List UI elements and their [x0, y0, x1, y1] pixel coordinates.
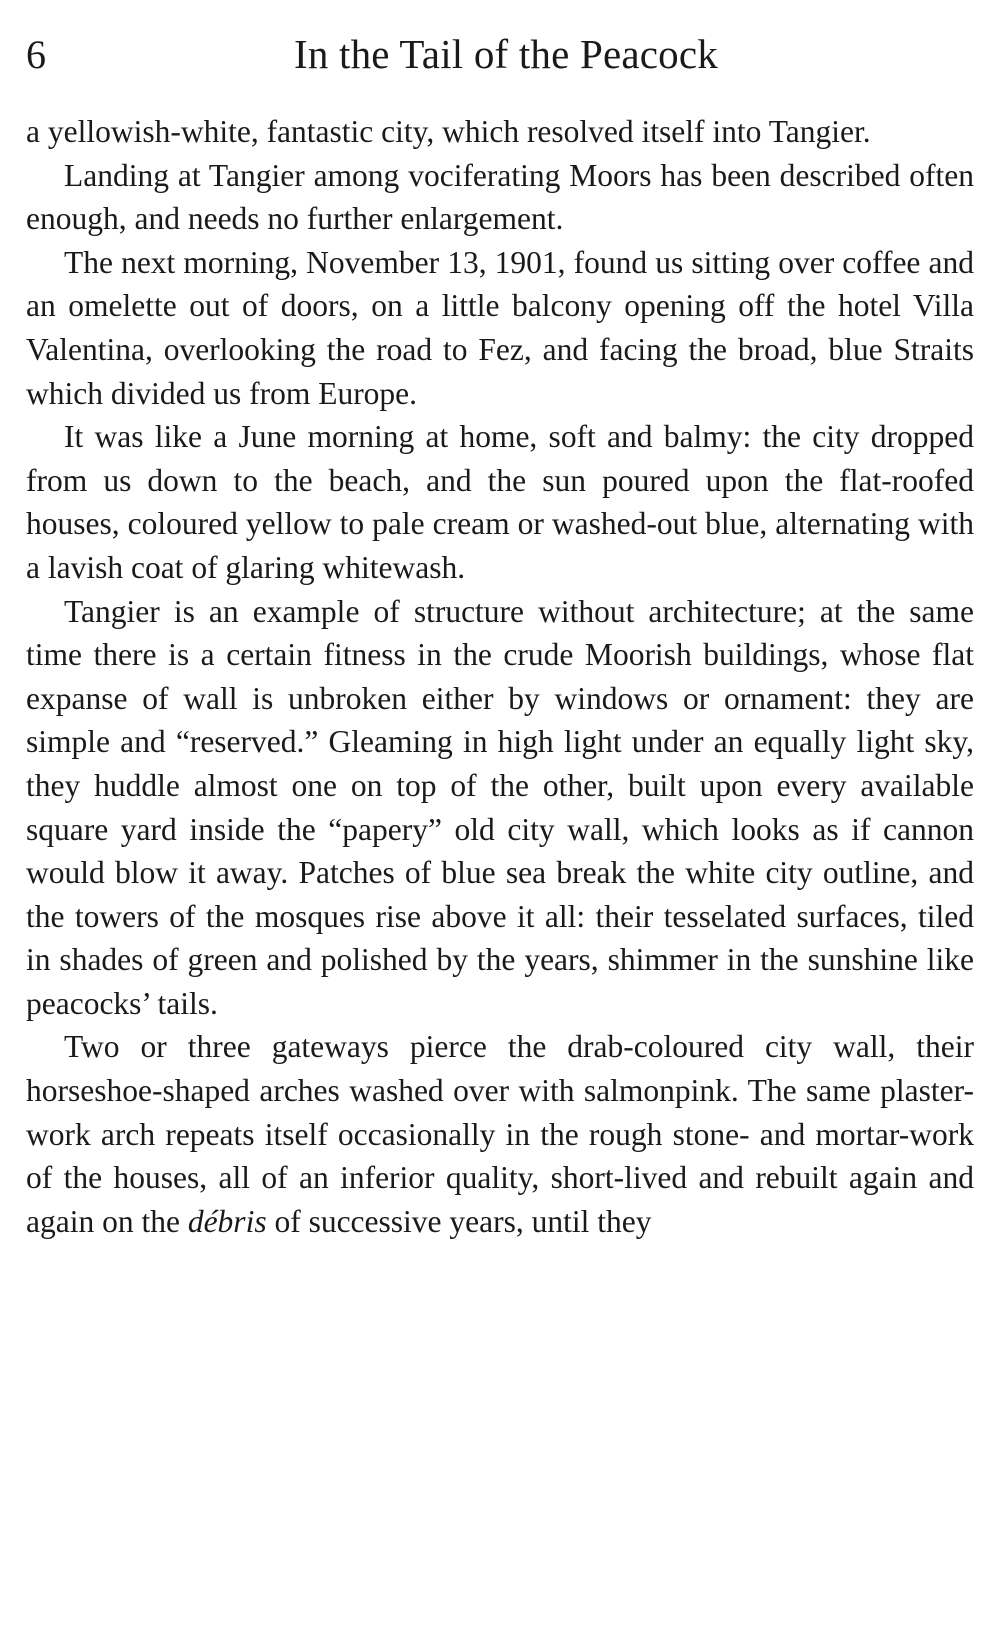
running-title: In the Tail of the Peacock: [294, 31, 718, 77]
page-number: 6: [26, 32, 46, 77]
paragraph-4: It was like a June morning at home, soft and balmy: the city dropped from us down to the beach, and the sun poured upon the flat-roofed houses, coloured yellow to pale cream or washed-out blue, alternating with a lavish coat of glaring whitewash.: [26, 419, 974, 585]
paragraph-2: Landing at Tangier among vociferating Moors has been described often enough, and needs no further enlargement.: [26, 157, 974, 237]
paragraph-6-text-end: of successive years, until they: [266, 1203, 652, 1239]
body-text: [26, 110, 974, 1243]
paragraph-1: a yellowish-white, fantastic city, which resolved itself into Tangier.: [26, 114, 871, 149]
paragraph-3: The next morning, November 13, 1901, found us sitting over coffee and an omelette out of doors, on a little balcony opening off the hotel Villa Valentina, overlooking the road to Fez, and facing the broad, blue Straits which divided us from Europe.: [26, 244, 974, 411]
paragraph-6: [26, 1025, 974, 1243]
paragraph-5: Tangier is an example of structure without architecture; at the same time there is a certain fitness in the crude Moorish buildings, whose flat expanse of wall is unbroken either by windows or ornament: they are simple and “reserved.” Gleaming in high light under an equally light sky, they huddle almost one on top of the other, built upon every available square yard inside the “papery” old city wall, which looks as if cannon would blow it away. Patches of blue sea break the white city outline, and the towers of the mosques rise above it all: their tesselated surfaces, tiled in shades of green and polished by the years, shimmer in the sunshine like peacocks’ tails.: [26, 593, 974, 1021]
page-header: [26, 28, 976, 88]
italic-word-debris: débris: [187, 1203, 267, 1239]
paragraph-6-text-start: Two or three gateways pierce the drab-coloured city wall, their horseshoe-shaped arches washed over with salmonpink. The same plaster-work arch repeats itself occasionally in the rough stone- and mortar-work of the houses, all of an inferior quality, short-lived and rebuilt again and again on the: [26, 1029, 974, 1239]
